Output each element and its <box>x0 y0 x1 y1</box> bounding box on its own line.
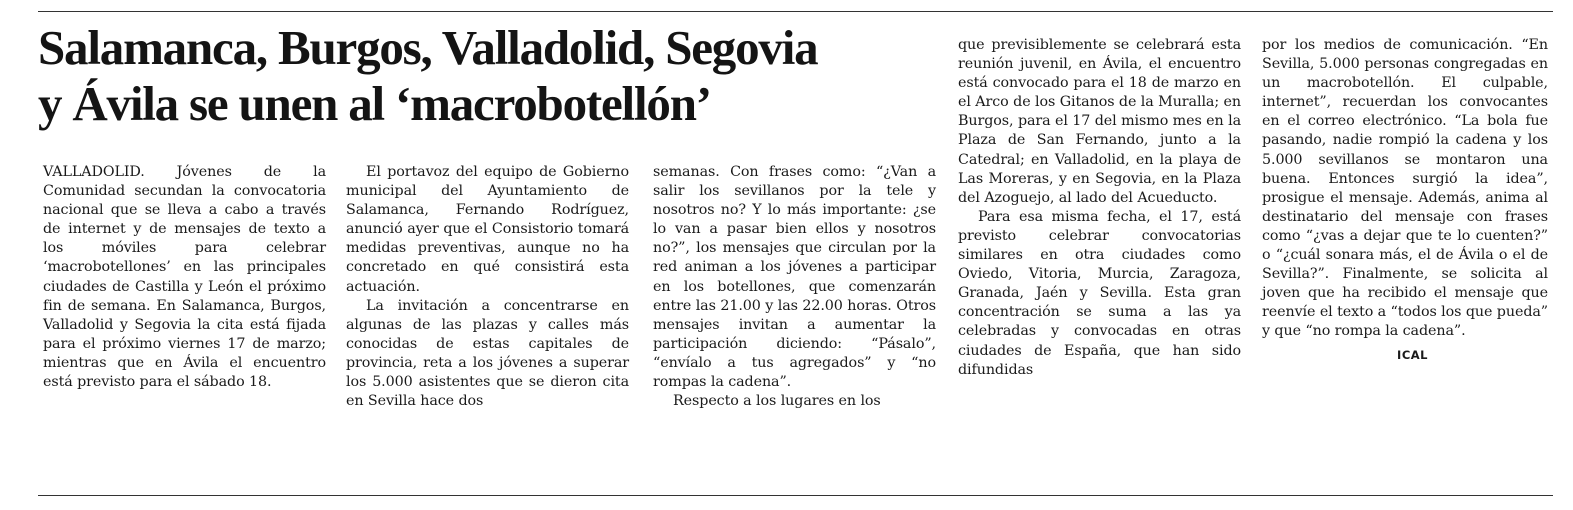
article-column-1 <box>43 163 326 392</box>
paragraph: por los medios de comunicación. “En Sevilla, 5.000 personas congregadas en un macrobotellón. El culpable, internet”, recuerdan los convocantes en el correo electrónico. “La bola fue pasando, nadie rompió la cadena y los 5.000 sevillanos se montaron una buena. Entonces surgió la idea”, prosigue el mensaje. Además, anima al destinatario del mensaje con frases como “¿vas a dejar que te lo cuenten?” o “¿cuál sonara más, el de Ávila o el de Sevilla?”. Finalmente, se solicita al joven que ha recibido el mensaje que reenvíe el texto a “todos los que pueda” y que “no rompa la cadena”. <box>1262 37 1548 340</box>
paragraph: La invitación a concentrarse en algunas de las plazas y calles más conocidas de estas capitales de provincia, reta a los jóvenes a superar los 5.000 asistentes que se dieron cita en Sevilla hace dos <box>346 297 629 410</box>
headline-line-2: y Ávila se unen al ‘macrobotellón’ <box>38 76 711 131</box>
paragraph: El portavoz del equipo de Gobierno municipal del Ayuntamiento de Salamanca, Fernando Rodríguez, anunció ayer que el Consistorio tomará medidas preventivas, aunque no ha concretado en qué consistirá esta actuación. <box>346 164 629 295</box>
paragraph: semanas. Con frases como: “¿Van a salir los sevillanos por la tele y nosotros no? Y lo más importante: ¿se lo van a pasar bien ellos y nosotros no?”, los mensajes que circulan por la red animan a los jóvenes a participar en los botellones, que comenzarán entre las 21.00 y las 22.00 horas. Otros mensajes invitan a aumentar la participación diciendo: “Pásalo”, “envíalo a tus agregados” y “no rompas la cadena”. <box>653 164 936 391</box>
article-column-5 <box>1262 36 1548 365</box>
article-column-4 <box>958 36 1241 380</box>
paragraph: que previsiblemente se celebrará esta reunión juvenil, en Ávila, el encuentro está convocado para el 18 de marzo en el Arco de los Gitanos de la Muralla; en Burgos, para el 17 del mismo mes en la Plaza de San Fernando, junto a la Catedral; en Valladolid, en la playa de Las Moreras, y en Segovia, en la Plaza del Azoguejo, al lado del Acueducto. <box>958 37 1241 206</box>
paragraph: Para esa misma fecha, el 17, está previsto celebrar convocatorias similares en otra ciudades como Oviedo, Vitoria, Murcia, Zaragoza, Granada, Jaén y Sevilla. Esta gran concentración se suma a las ya celebradas y convocadas en otras ciudades de España, que han sido difundidas <box>958 208 1241 378</box>
headline <box>38 20 918 132</box>
article-column-3 <box>653 163 936 411</box>
top-rule <box>38 11 1553 12</box>
bottom-rule <box>38 495 1553 496</box>
agency-signature: ICAL <box>1397 347 1428 362</box>
article-column-2 <box>346 163 629 411</box>
paragraph: Respecto a los lugares en los <box>673 393 881 410</box>
paragraph: VALLADOLID. Jóvenes de la Comunidad secundan la convocatoria nacional que se lleva a cabo a través de internet y de mensajes de texto a los móviles para celebrar ‘macrobotellones’ en las principales ciudades de Castilla y León el próximo fin de semana. En Salamanca, Burgos, Valladolid y Segovia la cita está fijada para el próximo viernes 17 de marzo; mientras que en Ávila el encuentro está previsto para el sábado 18. <box>43 164 326 391</box>
headline-line-1: Salamanca, Burgos, Valladolid, Segovia <box>38 20 818 75</box>
